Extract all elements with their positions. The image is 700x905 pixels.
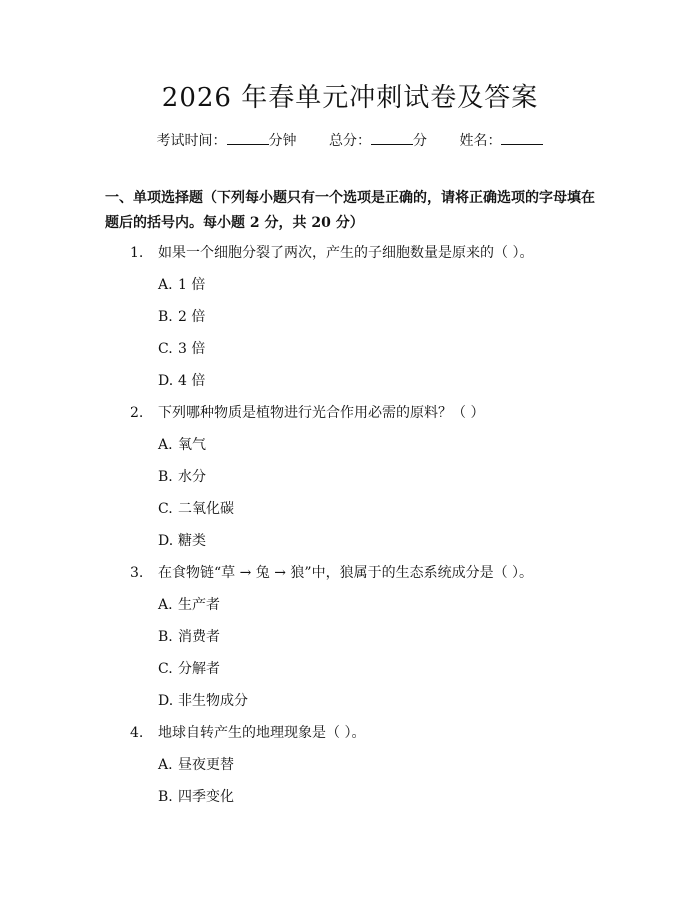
question-stem — [130, 242, 533, 264]
question-number: 1. — [130, 245, 144, 261]
question-text: 在食物链“草 → 兔 → 狼”中，狼属于的生态系统成分是（ ）。 — [158, 565, 534, 581]
option-item[interactable] — [158, 338, 205, 360]
option-text: 消费者 — [178, 629, 220, 645]
option-letter: D. — [158, 693, 174, 709]
option-item[interactable] — [158, 530, 206, 552]
name-field — [459, 130, 543, 152]
option-text: 非生物成分 — [178, 693, 248, 709]
option-letter: B. — [158, 789, 173, 805]
option-text: 氧气 — [178, 437, 206, 453]
option-text: 糖类 — [178, 533, 206, 549]
option-text: 二氧化碳 — [178, 501, 234, 517]
option-letter: B. — [158, 629, 173, 645]
option-item[interactable] — [158, 690, 248, 712]
option-text: 四季变化 — [178, 789, 234, 805]
question-number: 2. — [130, 405, 144, 421]
option-item[interactable] — [158, 370, 205, 392]
option-text: 1 倍 — [178, 277, 206, 293]
option-letter: C. — [158, 341, 173, 357]
option-item[interactable] — [158, 274, 205, 296]
exam-time-unit: 分钟 — [268, 133, 297, 149]
option-letter: B. — [158, 309, 173, 325]
question-number: 3. — [130, 565, 144, 581]
option-item[interactable] — [158, 754, 234, 776]
option-letter: A. — [158, 757, 173, 773]
question-text: 地球自转产生的地理现象是（ ）。 — [158, 725, 366, 741]
option-text: 生产者 — [178, 597, 220, 613]
question-stem — [130, 722, 365, 744]
total-score-blank[interactable] — [371, 130, 413, 145]
option-letter: C. — [158, 661, 173, 677]
option-letter: B. — [158, 469, 173, 485]
option-text: 4 倍 — [178, 373, 206, 389]
option-item[interactable] — [158, 434, 206, 456]
option-letter: D. — [158, 373, 174, 389]
option-item[interactable] — [158, 498, 234, 520]
exam-time-field — [157, 130, 297, 152]
question-stem — [130, 562, 533, 584]
option-letter: A. — [158, 597, 173, 613]
option-text: 水分 — [178, 469, 206, 485]
option-item[interactable] — [158, 306, 205, 328]
option-letter: A. — [158, 437, 173, 453]
section-heading: 一、单项选择题（下列每小题只有一个选项是正确的，请将正确选项的字母填在题后的括号内。每小题 2 分，共 20 分） — [105, 190, 595, 231]
total-score-label: 总分： — [329, 133, 371, 149]
total-score-unit: 分 — [413, 133, 427, 149]
question-text: 如果一个细胞分裂了两次，产生的子细胞数量是原来的（ ）。 — [158, 245, 534, 261]
option-letter: D. — [158, 533, 174, 549]
option-letter: A. — [158, 277, 173, 293]
question-stem — [130, 402, 484, 424]
total-score-field — [329, 130, 427, 152]
option-item[interactable] — [158, 626, 220, 648]
option-item[interactable] — [158, 658, 220, 680]
option-item[interactable] — [158, 786, 234, 808]
option-item[interactable] — [158, 594, 220, 616]
option-text: 昼夜更替 — [178, 757, 234, 773]
page-title: 2026 年春单元冲刺试卷及答案 — [161, 83, 539, 113]
exam-time-blank[interactable] — [227, 130, 269, 145]
option-item[interactable] — [158, 466, 206, 488]
option-text: 2 倍 — [178, 309, 206, 325]
exam-time-label: 考试时间： — [156, 133, 227, 149]
option-letter: C. — [158, 501, 173, 517]
name-label: 姓名： — [459, 133, 502, 149]
option-text: 分解者 — [178, 661, 220, 677]
question-text: 下列哪种物质是植物进行光合作用必需的原料？（ ） — [158, 405, 485, 421]
name-blank[interactable] — [501, 130, 543, 145]
question-number: 4. — [130, 725, 144, 741]
exam-info-row — [0, 130, 700, 152]
option-text: 3 倍 — [178, 341, 206, 357]
